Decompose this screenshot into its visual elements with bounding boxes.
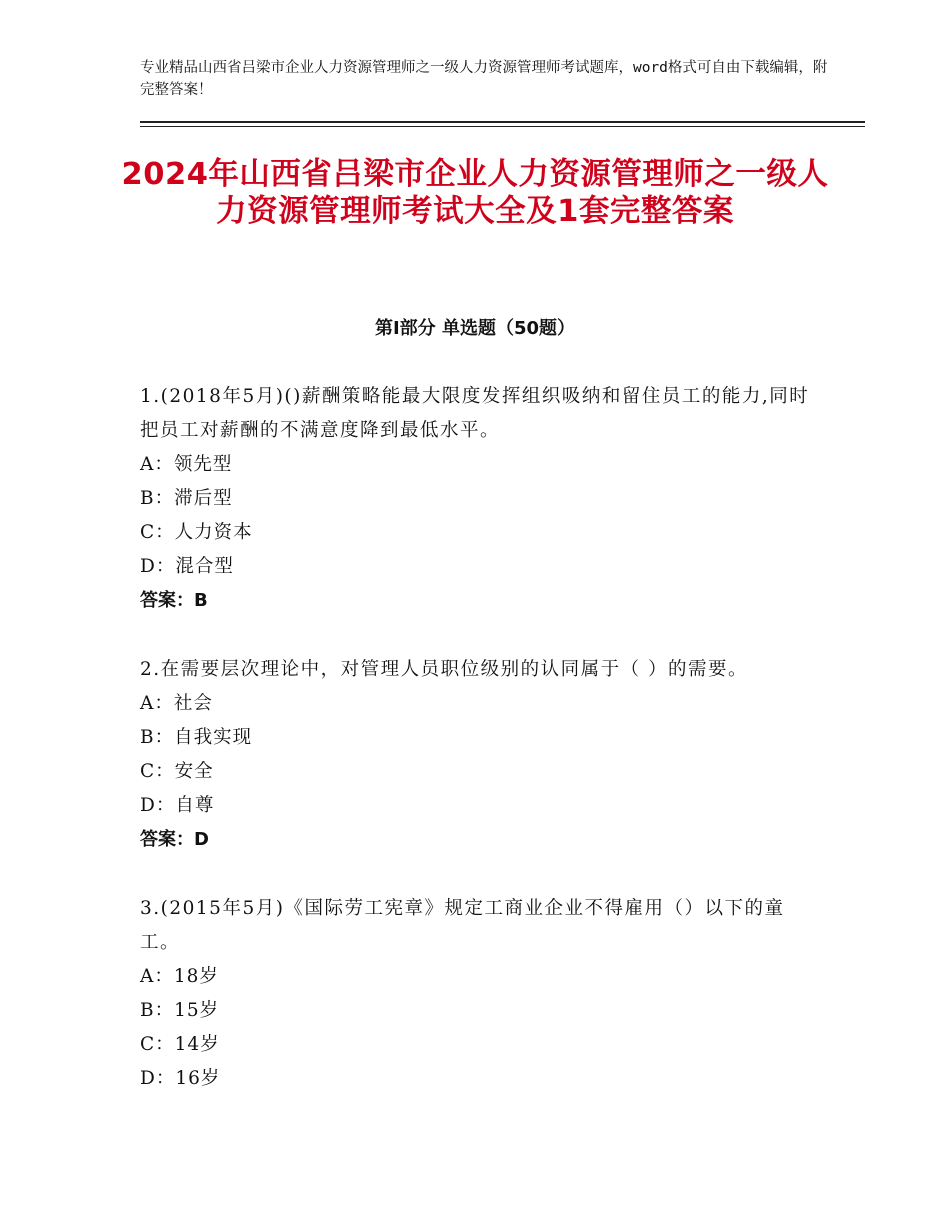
option-a: A：18岁 [140, 966, 219, 987]
option-c: C：安全 [140, 761, 214, 782]
header-rule-thick [140, 121, 865, 123]
section-heading: 第Ⅰ部分 单选题（50题） [374, 318, 575, 339]
question-2 [140, 653, 820, 857]
answer: 答案：B [140, 590, 208, 611]
question-1 [140, 380, 820, 618]
option-a: A：领先型 [140, 454, 233, 475]
question-stem: 1.(2018年5月)()薪酬策略能最大限度发挥组织吸纳和留住员工的能力,同时把员工对薪酬的不满意度降到最低水平。 [140, 386, 810, 441]
option-b: B：自我实现 [140, 727, 253, 748]
header-rule-thin [140, 126, 865, 127]
answer: 答案：D [140, 829, 209, 850]
option-d: D：16岁 [140, 1068, 221, 1089]
document-title: 2024年山西省吕梁市企业人力资源管理师之一级人力资源管理师考试大全及1套完整答案 [121, 157, 829, 229]
option-c: C：14岁 [140, 1034, 220, 1055]
question-stem: 2.在需要层次理论中，对管理人员职位级别的认同属于（ ）的需要。 [140, 659, 749, 680]
header-note: 专业精品山西省吕梁市企业人力资源管理师之一级人力资源管理师考试题库，word格式可自由下载编辑，附完整答案！ [140, 60, 828, 98]
option-b: B：滞后型 [140, 488, 233, 509]
option-c: C：人力资本 [140, 522, 253, 543]
option-b: B：15岁 [140, 1000, 220, 1021]
question-stem: 3.(2015年5月)《国际劳工宪章》规定工商业企业不得雇用（）以下的童工。 [140, 898, 785, 953]
option-d: D：混合型 [140, 556, 234, 577]
option-a: A：社会 [140, 693, 213, 714]
option-d: D：自尊 [140, 795, 215, 816]
question-3 [140, 892, 820, 1096]
